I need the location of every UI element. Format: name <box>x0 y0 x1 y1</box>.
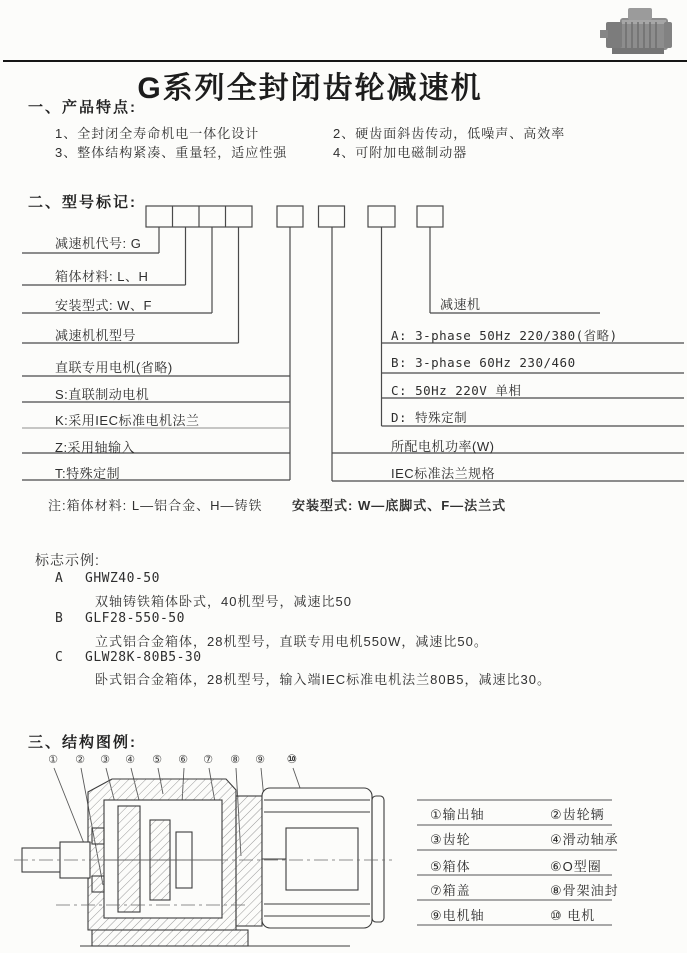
model-left-label-frame: 减速机机型号 <box>55 328 137 343</box>
example-desc: 双轴铸铁箱体卧式，40机型号，减速比50 <box>95 594 352 609</box>
example-key: C <box>55 650 64 665</box>
feature-item: 3、整体结构紧凑、重量轻，适应性强 <box>55 145 288 160</box>
page-title: G系列全封闭齿轮减速机 <box>137 72 483 105</box>
model-left-label-code: 减速机代号: G <box>55 236 142 251</box>
example-desc: 卧式铝合金箱体，28机型号，输入端IEC标准电机法兰80B5，减速比30。 <box>95 672 551 687</box>
example-code: GLW28K-80B5-30 <box>85 650 202 665</box>
example-key: B <box>55 611 64 626</box>
part-cell: ⑤箱体 <box>430 859 471 874</box>
part-cell: ⑥O型圈 <box>550 859 602 874</box>
model-left-label-mounting: 安装型式: W、F <box>55 298 152 313</box>
feature-item: 2、硬齿面斜齿传动，低噪声、高效率 <box>333 126 566 141</box>
callout-5: ⑤ <box>152 754 162 766</box>
part-cell: ②齿轮辆 <box>550 807 605 822</box>
callout-10: ⑩ <box>286 752 298 766</box>
model-code-box <box>319 206 345 227</box>
feature-item: 4、可附加电磁制动器 <box>333 145 468 160</box>
model-note-housing: 注:箱体材料: L—铝合金、H—铸铁 <box>48 498 263 513</box>
example-code: GHWZ40-50 <box>85 571 160 586</box>
part-cell: ①输出轴 <box>430 807 485 822</box>
model-note-mounting: 安装型式: W—底脚式、F—法兰式 <box>292 498 507 513</box>
model-left-label-motor: 直联专用电机(省略) <box>55 360 173 375</box>
model-left-label-brake: S:直联制动电机 <box>55 387 150 402</box>
callout-6: ⑥ <box>178 754 188 766</box>
model-code-box <box>277 206 303 227</box>
callout-4: ④ <box>125 754 135 766</box>
model-left-label-iec-flange: K:采用IEC标准电机法兰 <box>55 413 200 428</box>
part-cell: ③齿轮 <box>430 832 471 847</box>
feature-item: 1、全封闭全寿命机电一体化设计 <box>55 126 260 141</box>
example-desc: 立式铝合金箱体，28机型号，直联专用电机550W，减速比50。 <box>95 634 488 649</box>
part-cell: ⑨电机轴 <box>430 908 485 923</box>
model-left-label-housing: 箱体材料: L、H <box>55 269 149 284</box>
part-cell: ⑦箱盖 <box>430 883 471 898</box>
gearbox-section <box>88 779 236 930</box>
section-heading-structure: 三、结构图例: <box>28 734 137 751</box>
callout-3: ③ <box>100 754 110 766</box>
model-right-label-voltage-b: B: 3-phase 60Hz 230/460 <box>391 355 576 370</box>
callout-1: ① <box>48 754 58 766</box>
flange-adapter <box>236 796 262 926</box>
model-right-label-voltage-a: A: 3-phase 50Hz 220/380(省略) <box>391 328 618 343</box>
base-foot <box>80 930 350 946</box>
model-right-label-voltage-c: C: 50Hz 220V 单相 <box>391 383 522 398</box>
model-left-label-special: T:特殊定制 <box>55 466 121 481</box>
example-key: A <box>55 571 64 586</box>
model-left-label-shaft-input: Z:采用轴输入 <box>55 440 136 455</box>
part-cell: ⑩ 电机 <box>550 908 596 923</box>
model-right-label-power: 所配电机功率(W) <box>391 439 495 454</box>
callout-9: ⑨ <box>255 754 265 766</box>
part-cell: ④滑动轴承 <box>550 832 619 847</box>
callout-2: ② <box>75 754 85 766</box>
model-code-box <box>417 206 443 227</box>
model-code-box <box>368 206 395 227</box>
callout-8: ⑧ <box>230 754 240 766</box>
example-code: GLF28-550-50 <box>85 611 185 626</box>
model-right-label-voltage-d: D: 特殊定制 <box>391 410 468 425</box>
model-right-label-iec-spec: IEC标准法兰规格 <box>391 466 496 481</box>
examples-heading: 标志示例: <box>35 552 100 568</box>
title-separator-rule <box>3 60 687 62</box>
motor-photo <box>598 2 684 60</box>
section-heading-features: 一、产品特点: <box>28 99 137 116</box>
model-right-label-reducer: 减速机 <box>440 297 481 312</box>
callout-7: ⑦ <box>203 754 213 766</box>
part-cell: ⑧骨架油封 <box>550 883 619 898</box>
motor-body <box>262 788 384 928</box>
section-heading-model: 二、型号标记: <box>28 194 137 211</box>
